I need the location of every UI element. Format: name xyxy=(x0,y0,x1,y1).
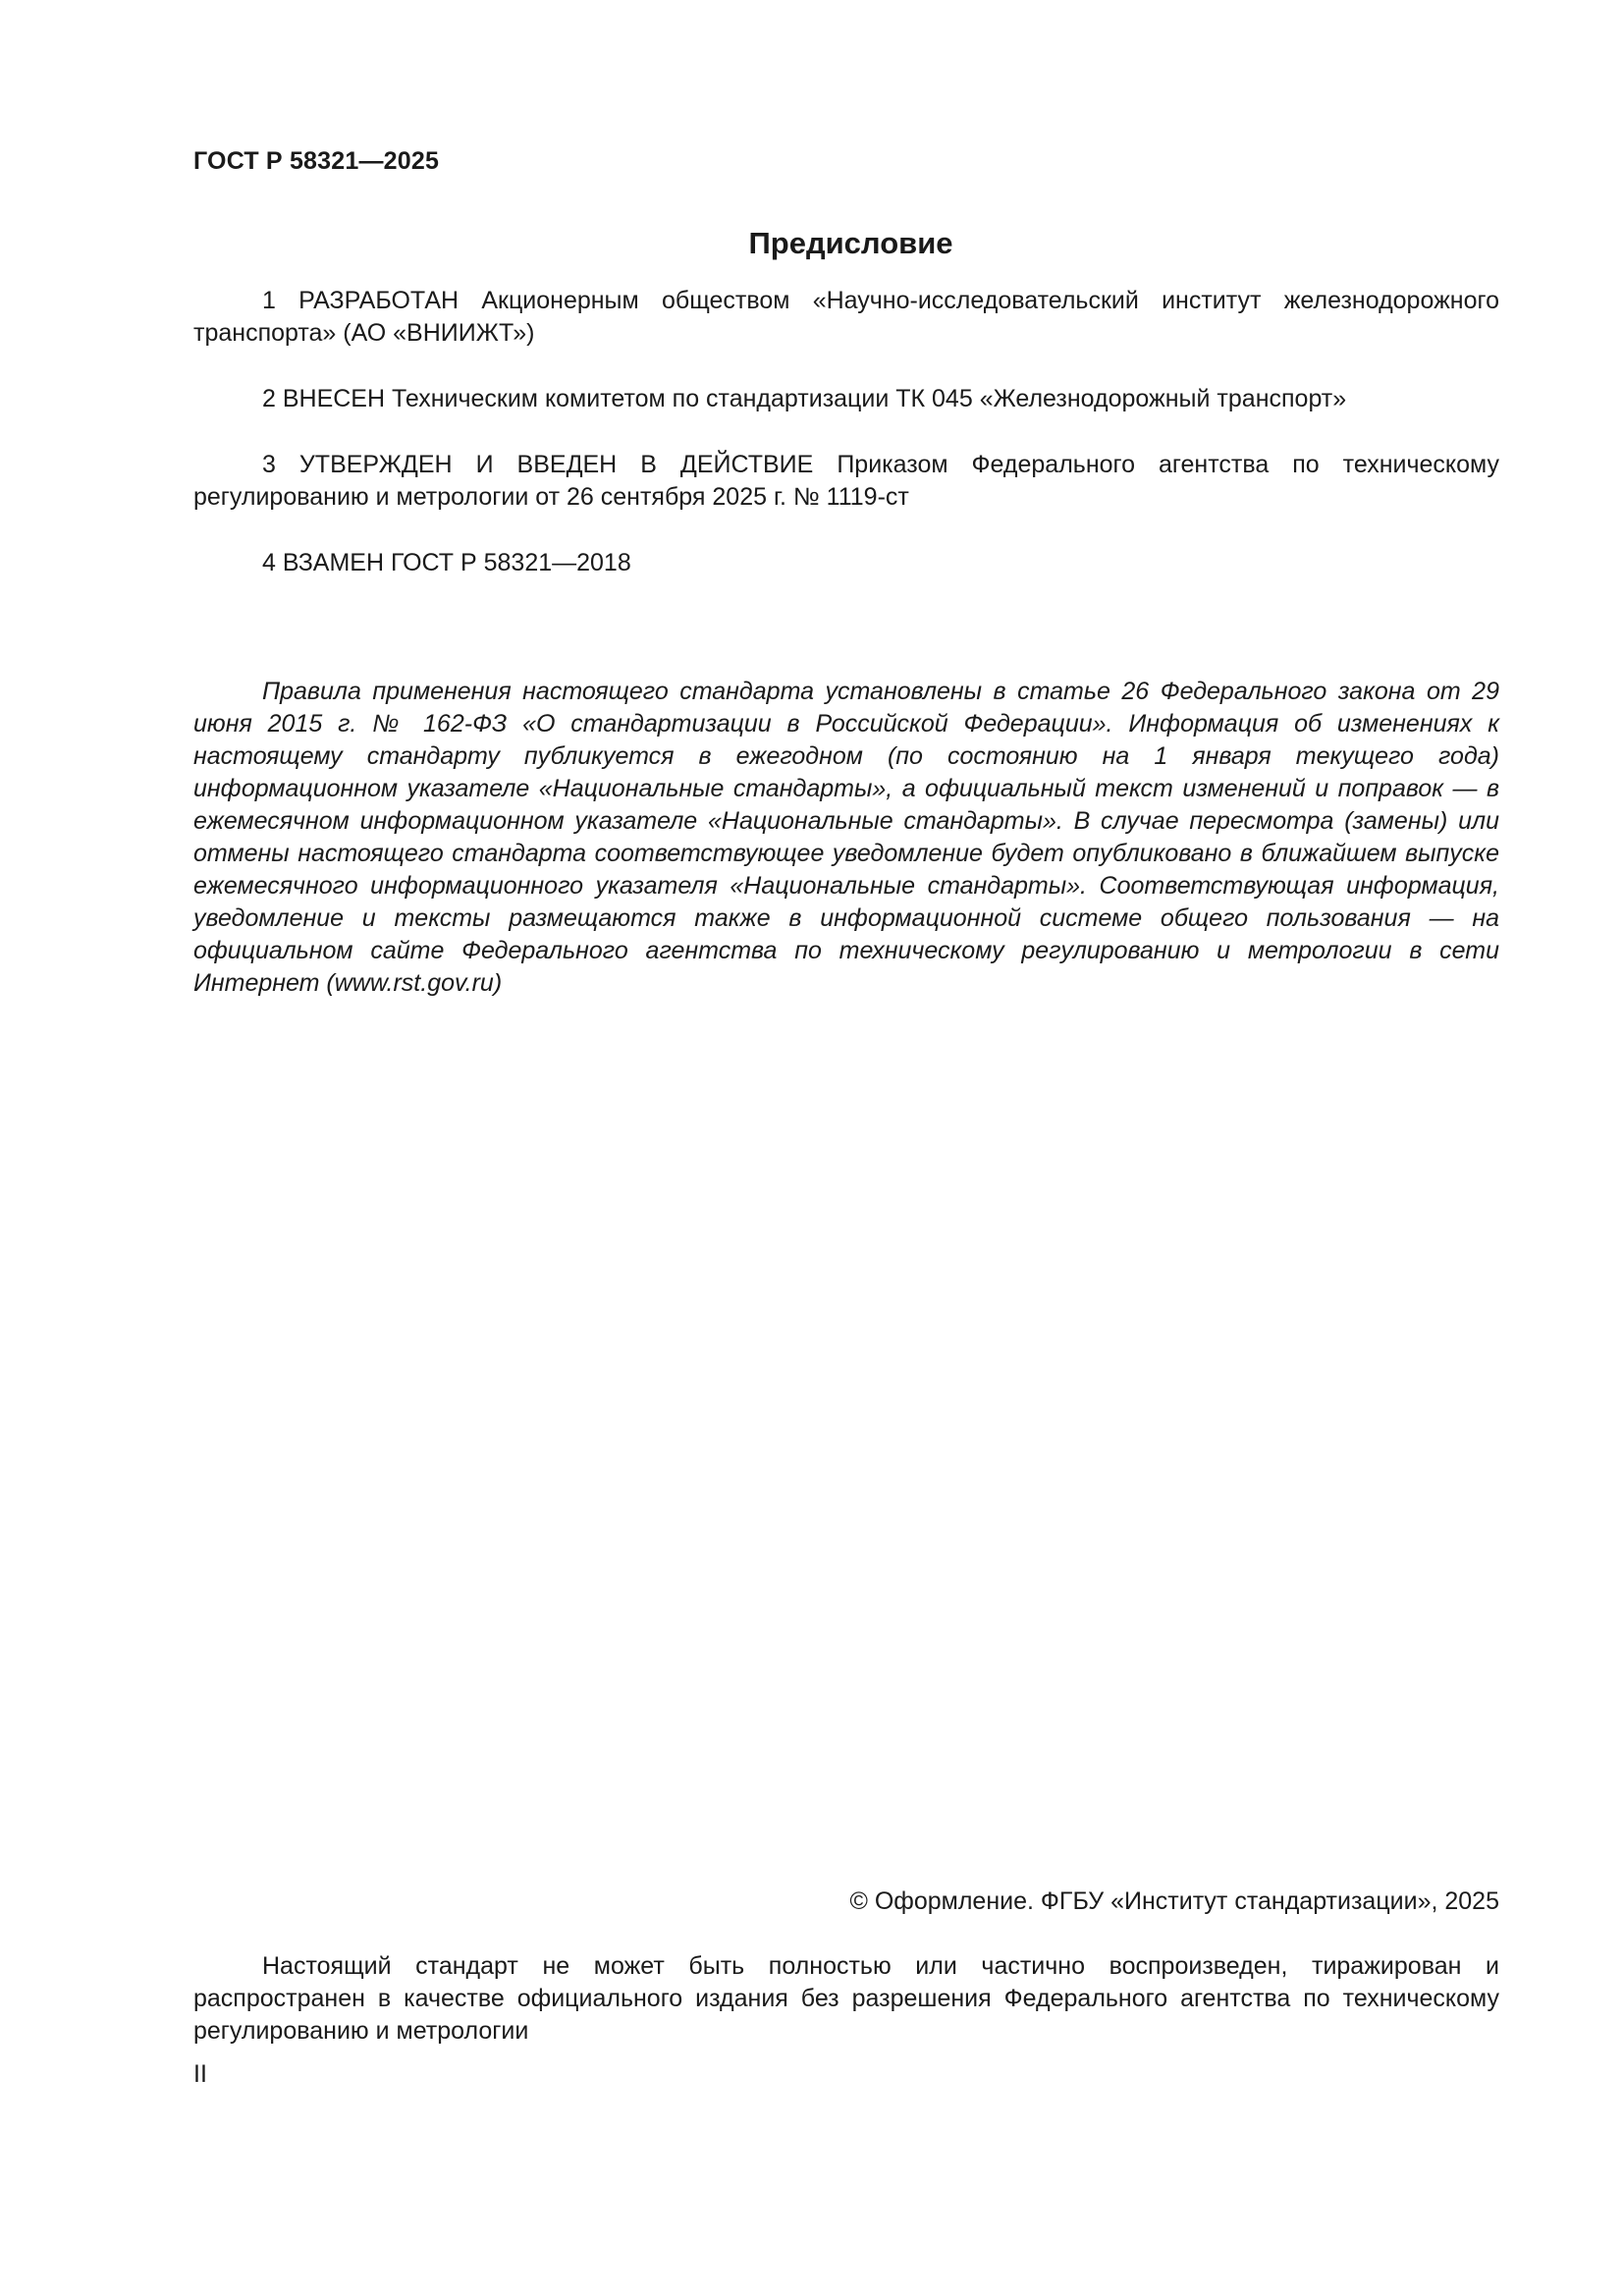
foreword-item-replaces: 4 ВЗАМЕН ГОСТ Р 58321—2018 xyxy=(262,549,631,576)
page-number: II xyxy=(193,2060,207,2088)
foreword-title: Предисловие xyxy=(748,226,953,260)
document-code: ГОСТ Р 58321—2025 xyxy=(193,147,440,175)
foreword-item-introduced: 2 ВНЕСЕН Техническим комитетом по стандартизации ТК 045 «Железнодорожный транспорт» xyxy=(262,385,1347,412)
foreword-item-developed: 1 РАЗРАБОТАН Акционерным обществом «Научно-исследовательский институт железнодорожного транспорта» (АО «ВНИИЖТ») xyxy=(193,287,1499,347)
reproduction-restriction: Настоящий стандарт не может быть полностью или частично воспроизведен, тиражирован и распространен в качестве официального издания без разрешения Федерального агентства по техническому регулированию и метрологии xyxy=(193,1952,1499,2045)
foreword-item-approved: 3 УТВЕРЖДЕН И ВВЕДЕН В ДЕЙСТВИЕ Приказом Федерального агентства по техническому регулированию и метрологии от 26 сентября 2025 г. № 1119-ст xyxy=(193,451,1499,511)
foreword-list xyxy=(193,285,1499,613)
application-rules-notice: Правила применения настоящего стандарта установлены в статье 26 Федерального закона от 29 июня 2015 г. № 162-ФЗ «О стандартизации в Российской Федерации». Информация об изменениях к настоящему стандарту публикуется в ежегодном (по состоянию на 1 января текущего года) информационном указателе «Национальные стандарты», а официальный текст изменений и поправок — в ежемесячном информационном указателе «Национальные стандарты». В случае пересмотра (замены) или отмены настоящего стандарта соответствующее уведомление будет опубликовано в ближайшем выпуске ежемесячного информационного указателя «Национальные стандарты». Соответствующая информация, уведомление и тексты размещаются также в информационной системе общего пользования — на официальном сайте Федерального агентства по техническому регулированию и метрологии в сети Интернет (www.rst.gov.ru) xyxy=(193,678,1499,997)
copyright-line: © Оформление. ФГБУ «Институт стандартизации», 2025 xyxy=(849,1887,1499,1915)
